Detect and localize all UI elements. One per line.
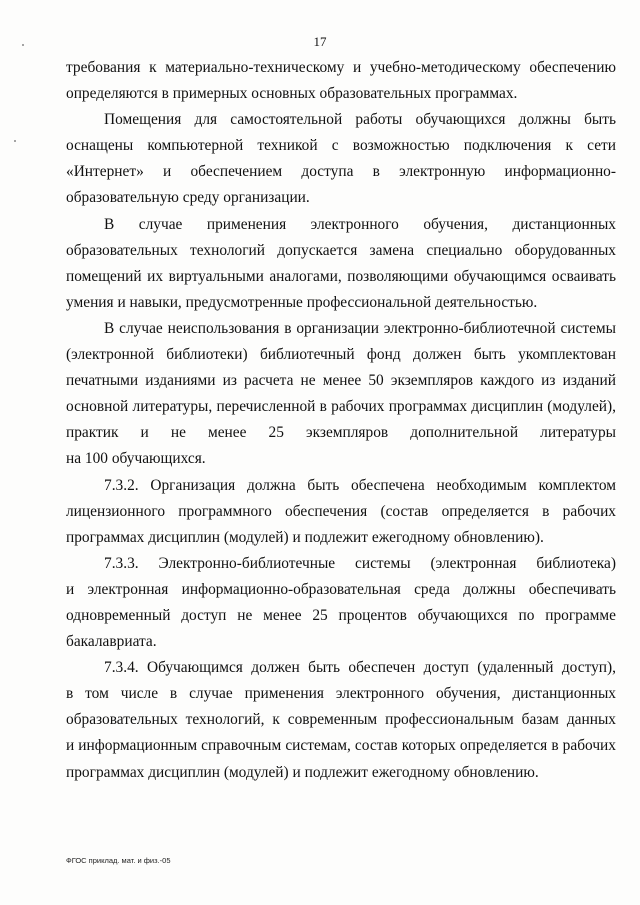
text-line: и информационным справочным системам, состав которых определяется в рабочих [66, 737, 616, 755]
text-line: на 100 обучающихся. [66, 450, 206, 468]
text-line: 7.3.2. Организация должна быть обеспечена необходимым комплектом [104, 476, 616, 494]
text-line: программах дисциплин (модулей) и подлежит ежегодному обновлению). [66, 528, 544, 546]
text-line: образовательную среду организации. [66, 189, 310, 207]
paragraph-self-study-rooms [66, 107, 616, 211]
text-line: одновременный доступ не менее 25 процентов обучающихся по программе [66, 606, 616, 624]
text-line: 7.3.4. Обучающимся должен быть обеспечен доступ (удаленный доступ), [104, 659, 616, 677]
text-line: «Интернет» и обеспечением доступа в электронную информационно- [66, 163, 616, 181]
text-line: (электронной библиотеки) библиотечный фонд должен быть укомплектован [66, 346, 616, 364]
text-line: образовательных технологий, к современным профессиональным базам данных [66, 711, 616, 729]
text-line: оснащены компьютерной техникой с возможностью подключения к сети [66, 137, 616, 155]
paragraph-7-3-2 [66, 473, 616, 551]
text-line: и электронная информационно-образовательная среда должны обеспечивать [66, 580, 616, 598]
text-line: практик и не менее 25 экземпляров дополнительной литературы [66, 424, 616, 442]
text-line: лицензионного программного обеспечения (состав определяется в рабочих [66, 502, 616, 520]
paragraph-7-3-4 [66, 655, 616, 785]
text-line: основной литературы, перечисленной в рабочих программах дисциплин (модулей), [66, 398, 616, 416]
text-line: помещений их виртуальными аналогами, позволяющими обучающимся осваивать [66, 267, 616, 285]
text-line: Помещения для самостоятельной работы обучающихся должны быть [104, 111, 616, 129]
text-line: 7.3.3. Электронно-библиотечные системы (электронная библиотека) [104, 554, 616, 572]
text-line: печатными изданиями из расчета не менее 50 экземпляров каждого из изданий [66, 372, 616, 390]
text-line: в том числе в случае применения электронного обучения, дистанционных [66, 685, 616, 703]
text-line: определяются в примерных основных образовательных программах. [66, 85, 518, 103]
text-line: программах дисциплин (модулей) и подлежит ежегодному обновлению. [66, 763, 539, 781]
paragraph-equipment-requirements [66, 55, 616, 107]
text-line: В случае применения электронного обучения, дистанционных [104, 215, 616, 233]
body-text [66, 55, 616, 786]
paragraph-library-fund [66, 316, 616, 473]
page-number: 17 [313, 34, 327, 49]
text-line: В случае неиспользования в организации электронно-библиотечной системы [104, 319, 616, 337]
scan-speck [14, 140, 16, 142]
paragraph-7-3-3 [66, 551, 616, 655]
text-line: образовательных технологий допускается замена специально оборудованных [66, 241, 616, 259]
text-line: умения и навыки, предусмотренные профессиональной деятельностью. [66, 293, 538, 311]
page-footer: ФГОС приклад. мат. и физ.-05 [66, 856, 171, 865]
text-line: бакалавриата. [66, 633, 157, 651]
text-line: требования к материально-техническому и учебно-методическому обеспечению [66, 59, 616, 76]
paragraph-e-learning [66, 212, 616, 316]
